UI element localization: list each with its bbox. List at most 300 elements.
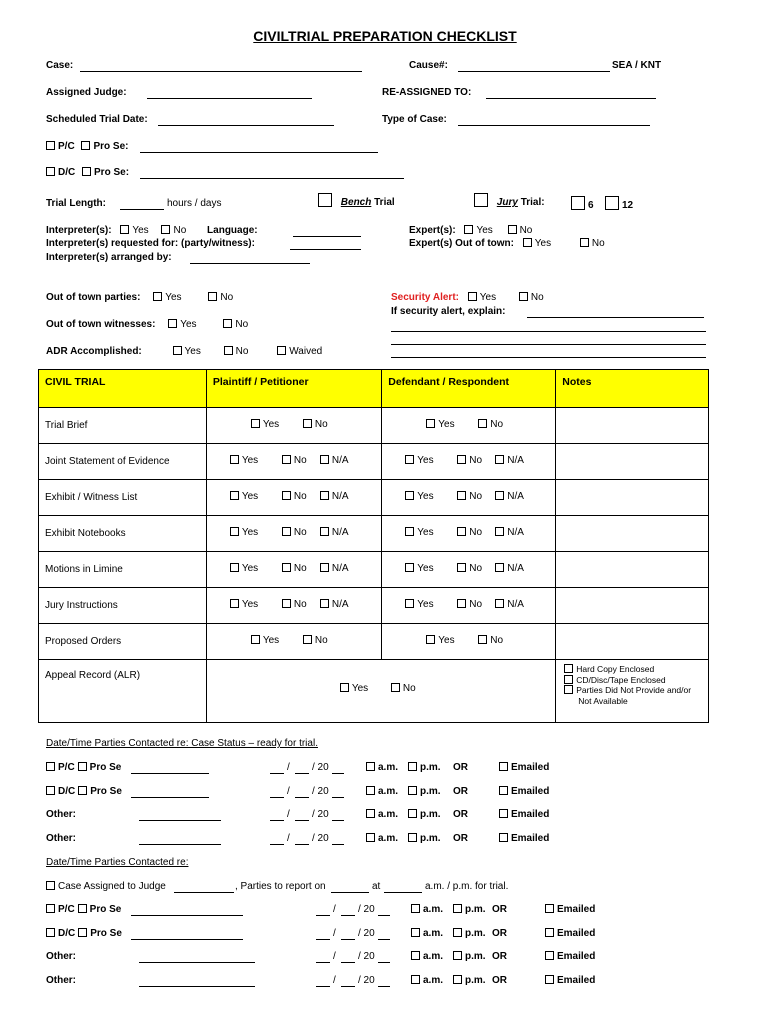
contacts2-other1-year-label: / 20 [358,951,375,962]
case-field[interactable] [80,61,362,72]
defendant-cell [382,516,556,552]
contacts1-other2-name-field[interactable] [139,834,221,845]
contacts1-dc-checkbox[interactable] [46,786,55,795]
if-security-label: If security alert, explain: [391,306,506,317]
contacts2-other2-slash: / [333,974,336,986]
plaintiff-na-checkbox[interactable] [320,527,329,536]
defendant-yes-checkbox[interactable] [405,455,414,464]
adr-yes-checkbox[interactable] [173,346,182,355]
contacts2-pc-pro-se-checkbox[interactable] [78,904,87,913]
defendant-na-checkbox[interactable] [495,455,504,464]
dc-pro-se-label: Pro Se: [94,167,130,178]
notes-cell[interactable] [556,408,709,444]
security-explain-field-2[interactable] [391,321,706,332]
plaintiff-no-label: No [314,635,328,646]
defendant-no-label: No [469,455,483,466]
contacts2-dc-name-field[interactable] [131,929,243,940]
contacts2-dc-am-label: a.m. [423,927,444,939]
defendant-na-option [495,455,524,466]
experts-label: Expert(s): [409,225,456,236]
contacts1-other2-emailed-checkbox[interactable] [499,833,508,842]
plaintiff-no-option [282,455,307,466]
security-explain-field-1[interactable] [527,307,704,318]
interp-arranged-field[interactable] [190,253,310,264]
defendant-yes-checkbox[interactable] [405,563,414,572]
contacts2-dc-emailed-label: Emailed [557,927,596,939]
contacts1-other2-emailed-option [499,833,549,844]
defendant-no-option [457,455,482,466]
contacts1-other1-day-field[interactable] [295,810,309,821]
contacts2-dc-am-checkbox[interactable] [411,928,420,937]
plaintiff-yes-checkbox[interactable] [230,599,239,608]
cause-field[interactable] [458,61,610,72]
contacts2-pc-pm-label: p.m. [465,904,486,915]
contacts2-other1-pm-option [453,951,486,962]
contacts1-other1-name-field[interactable] [139,810,221,821]
row-label: Proposed Orders [39,624,207,660]
case-assigned-judge-field[interactable] [174,882,234,893]
plaintiff-na-option [320,491,349,502]
defendant-na-option [495,563,524,574]
contacts1-other1-pm-option [408,809,441,820]
security-alert-yes-checkbox[interactable] [468,292,477,301]
contacts1-other2-am-checkbox[interactable] [366,833,375,842]
defendant-yes-option [405,455,433,466]
plaintiff-na-label: N/A [331,563,349,574]
plaintiff-na-label: N/A [331,491,349,502]
adr-yes-label: Yes [184,346,201,357]
plaintiff-cell [206,408,381,444]
row-label: Appeal Record (ALR) [39,660,207,723]
language-label: Language: [207,225,258,236]
plaintiff-no-checkbox[interactable] [303,419,312,428]
experts-yes-checkbox[interactable] [464,225,473,234]
contacts1-dc-year-field[interactable] [332,787,344,798]
defendant-no-checkbox[interactable] [478,419,487,428]
contacts1-pc-year-field[interactable] [332,763,344,774]
trial-length-field[interactable] [120,199,164,210]
contacts1-pc-am-option [366,762,398,773]
notes-cell[interactable] [556,588,709,624]
assigned-judge-label: Assigned Judge: [46,87,127,98]
defendant-cell [382,408,556,444]
appeal-no-checkbox[interactable] [391,683,400,692]
defendant-yes-label: Yes [438,419,455,430]
report-time-field[interactable] [384,882,422,893]
appeal-note-cd [564,675,708,686]
experts-out-no-label: No [591,238,605,249]
contacts1-dc-emailed-label: Emailed [511,785,550,797]
appeal-note-hard-copy [564,664,708,675]
contacts1-other2-year-field[interactable] [332,834,344,845]
contacts1-dc-month-field[interactable] [270,787,284,798]
scheduled-trial-date-field[interactable] [158,115,334,126]
defendant-na-checkbox[interactable] [495,491,504,500]
contacts2-dc-pm-checkbox[interactable] [453,928,462,937]
appeal-note-not-available: Not Available [578,695,628,706]
case-assigned-checkbox[interactable] [46,881,55,890]
defendant-yes-option [426,635,454,646]
plaintiff-no-checkbox[interactable] [282,455,291,464]
cd-checkbox[interactable] [564,675,573,684]
contacts1-other2-month-field[interactable] [270,834,284,845]
dc-pro-se-field[interactable] [140,168,404,179]
defendant-cell [382,480,556,516]
out-of-town-witnesses-no-checkbox[interactable] [223,319,232,328]
defendant-yes-checkbox[interactable] [426,635,435,644]
experts-out-no-checkbox[interactable] [580,238,589,247]
contacts2-pc-pm-checkbox[interactable] [453,904,462,913]
contacts1-other2-or-label: OR [453,832,468,844]
defendant-no-checkbox[interactable] [457,491,466,500]
adr-waived-checkbox[interactable] [277,346,286,355]
contacts2-other2-day-field[interactable] [341,976,355,987]
contacts1-other2-day-field[interactable] [295,834,309,845]
plaintiff-yes-checkbox[interactable] [251,635,260,644]
contacts1-dc-pm-option [408,786,441,797]
contacts2-other1-pm-checkbox[interactable] [453,951,462,960]
out-of-town-parties-yes-checkbox[interactable] [153,292,162,301]
contacts2-pc-am-checkbox[interactable] [411,904,420,913]
contacts1-pc-emailed-label: Emailed [511,762,550,773]
appeal-notes-cell [556,660,709,723]
appeal-no-label: No [402,683,416,694]
plaintiff-cell [206,588,381,624]
contacts1-dc-am-checkbox[interactable] [366,786,375,795]
defendant-yes-checkbox[interactable] [405,527,414,536]
appeal-yes-option [340,683,368,694]
defendant-no-option [478,635,503,646]
security-alert-yes-label: Yes [479,292,497,303]
contacts2-other1-day-field[interactable] [341,952,355,963]
not-provided-checkbox[interactable] [564,685,573,694]
notes-cell[interactable] [556,444,709,480]
contacts2-pc-month-field[interactable] [316,905,330,916]
experts-no-checkbox[interactable] [508,225,517,234]
interp-requested-field[interactable] [290,239,361,250]
out-of-town-witnesses-yes-checkbox[interactable] [168,319,177,328]
contacts-heading-1: Date/Time Parties Contacted re: Case Status – ready for trial. [46,738,318,749]
contacts1-other1-month-field[interactable] [270,810,284,821]
defendant-no-label: No [490,635,504,646]
scheduled-trial-date-label: Scheduled Trial Date: [46,114,148,125]
defendant-yes-label: Yes [417,563,434,574]
contacts1-pc-slash: / [287,762,290,773]
jury-six-checkbox[interactable] [571,196,585,210]
contacts-heading-2: Date/Time Parties Contacted re: [46,857,189,868]
contacts2-other1-label: Other: [46,951,76,962]
out-of-town-parties-no-checkbox[interactable] [208,292,217,301]
bench-trial-checkbox[interactable] [318,193,332,207]
contacts2-dc-pro-se-checkbox[interactable] [78,928,87,937]
jury-trial-checkbox[interactable] [474,193,488,207]
defendant-na-checkbox[interactable] [495,527,504,536]
table-row [39,552,709,588]
contacts1-dc-name-field[interactable] [131,787,209,798]
plaintiff-no-option [303,635,328,646]
contacts1-other1-emailed-label: Emailed [511,809,550,820]
plaintiff-no-label: No [293,563,307,574]
defendant-yes-checkbox[interactable] [426,419,435,428]
defendant-yes-label: Yes [417,599,434,610]
defendant-na-label: N/A [507,491,524,502]
security-alert-no-checkbox[interactable] [519,292,528,301]
contacts2-other2-emailed-checkbox[interactable] [545,975,554,984]
type-of-case-field[interactable] [458,115,650,126]
contacts1-pc-or-label: OR [453,762,468,773]
contacts2-pc-emailed-checkbox[interactable] [545,904,554,913]
contacts2-dc-party [46,928,122,939]
header-defendant: Defendant / Respondent [382,370,556,408]
type-of-case-label: Type of Case: [382,114,447,125]
contacts2-other2-name-field[interactable] [139,976,255,987]
contacts1-pc-name-field[interactable] [131,763,209,774]
bench-trial-label: Trial [374,197,395,208]
plaintiff-no-checkbox[interactable] [282,491,291,500]
defendant-yes-option [405,491,433,502]
defendant-na-option [495,491,524,502]
jury-trial-label: Trial: [520,197,545,208]
appeal-note-not-provided [564,685,708,696]
cause-label: Cause#: [409,60,448,71]
contacts1-other2-emailed-label: Emailed [511,832,550,844]
interpreters-no-label: No [173,225,187,236]
plaintiff-yes-checkbox[interactable] [251,419,260,428]
contacts2-other2-emailed-label: Emailed [557,974,596,986]
defendant-yes-label: Yes [417,455,434,466]
experts-out-yes-checkbox[interactable] [523,238,532,247]
contacts1-pc-year-label: / 20 [312,762,329,773]
plaintiff-yes-checkbox[interactable] [230,563,239,572]
interpreters-yes-checkbox[interactable] [120,225,129,234]
contacts1-dc-am-option [366,786,398,797]
contacts1-other1-label: Other: [46,809,76,820]
interpreters-row [46,225,258,236]
contacts1-other1-or-label: OR [453,809,468,820]
security-alert-label: Security Alert: [391,292,459,303]
contacts1-pc-pm-checkbox[interactable] [408,762,417,771]
assigned-judge-field[interactable] [147,88,312,99]
table-row [39,480,709,516]
contacts2-pc-day-field[interactable] [341,905,355,916]
defendant-na-checkbox[interactable] [495,563,504,572]
experts-out-yes-label: Yes [534,238,552,249]
contacts2-other2-am-option [411,975,443,986]
dc-row [46,167,129,178]
plaintiff-yes-option [230,599,258,610]
defendant-no-checkbox[interactable] [457,455,466,464]
row-label: Joint Statement of Evidence [39,444,207,480]
contacts2-other2-pm-checkbox[interactable] [453,975,462,984]
contacts1-pc-am-checkbox[interactable] [366,762,375,771]
contacts1-dc-day-field[interactable] [295,787,309,798]
security-alert-no-label: No [530,292,544,303]
contacts1-pc-emailed-checkbox[interactable] [499,762,508,771]
experts-yes-label: Yes [476,225,493,236]
contacts1-dc-slash: / [287,785,290,797]
contacts2-other1-name-field[interactable] [139,952,255,963]
contacts1-other1-emailed-checkbox[interactable] [499,809,508,818]
plaintiff-no-checkbox[interactable] [282,563,291,572]
plaintiff-yes-label: Yes [262,635,280,646]
defendant-no-checkbox[interactable] [457,527,466,536]
contacts1-other1-pm-checkbox[interactable] [408,809,417,818]
contacts1-pc-pro-se-label: Pro Se [89,762,122,773]
plaintiff-yes-label: Yes [241,563,259,574]
contacts1-dc-emailed-checkbox[interactable] [499,786,508,795]
plaintiff-na-checkbox[interactable] [320,599,329,608]
defendant-no-option [457,563,482,574]
civil-trial-table [38,369,709,723]
plaintiff-no-checkbox[interactable] [303,635,312,644]
defendant-yes-option [405,563,433,574]
contacts2-dc-checkbox[interactable] [46,928,55,937]
contacts2-other2-year-field[interactable] [378,976,390,987]
defendant-no-checkbox[interactable] [457,599,466,608]
contacts2-other1-month-field[interactable] [316,952,330,963]
contacts2-pc-am-label: a.m. [423,904,444,915]
contacts1-other1-year-field[interactable] [332,810,344,821]
contacts2-other1-emailed-label: Emailed [557,951,596,962]
contacts1-dc-emailed-option [499,786,549,797]
plaintiff-yes-checkbox[interactable] [230,527,239,536]
notes-cell[interactable] [556,552,709,588]
security-alert-row [391,292,544,303]
contacts1-pc-pm-label: p.m. [420,762,441,773]
contacts1-pc-pro-se-checkbox[interactable] [78,762,87,771]
contacts2-dc-emailed-checkbox[interactable] [545,928,554,937]
plaintiff-na-checkbox[interactable] [320,455,329,464]
plaintiff-no-label: No [293,455,307,466]
security-explain-field-3[interactable] [391,334,706,345]
plaintiff-no-option [282,527,307,538]
plaintiff-no-label: No [314,419,328,430]
adr-no-checkbox[interactable] [224,346,233,355]
adr-row [46,346,322,357]
contacts2-dc-pm-option [453,928,486,939]
contacts2-other2-month-field[interactable] [316,976,330,987]
contacts2-other1-am-option [411,951,443,962]
dc-pro-se-checkbox[interactable] [82,167,91,176]
contacts2-other1-am-label: a.m. [423,951,444,962]
jury-six-label: 6 [588,200,594,211]
defendant-yes-checkbox[interactable] [405,491,414,500]
contacts1-dc-pro-se-checkbox[interactable] [78,786,87,795]
sea-knt-label: SEA / KNT [612,60,662,71]
contacts2-pc-label: P/C [58,904,75,915]
contacts1-other1-slash: / [287,809,290,820]
appeal-yes-checkbox[interactable] [340,683,349,692]
row-label: Exhibit Notebooks [39,516,207,552]
jury-twelve-checkbox[interactable] [605,196,619,210]
plaintiff-na-option [320,599,349,610]
contacts2-other1-emailed-checkbox[interactable] [545,951,554,960]
contacts2-dc-day-field[interactable] [341,929,355,940]
plaintiff-no-checkbox[interactable] [282,599,291,608]
defendant-no-checkbox[interactable] [478,635,487,644]
plaintiff-na-checkbox[interactable] [320,491,329,500]
out-of-town-parties-yes-label: Yes [165,292,182,303]
security-explain-field-4[interactable] [391,347,706,358]
language-field[interactable] [293,226,361,237]
table-row [39,408,709,444]
dc-checkbox[interactable] [46,167,55,176]
contacts2-pc-name-field[interactable] [131,905,243,916]
plaintiff-no-option [282,563,307,574]
contacts1-other2-pm-label: p.m. [420,832,441,844]
defendant-no-option [457,491,482,502]
contacts2-other2-am-label: a.m. [423,974,444,986]
defendant-no-label: No [469,527,483,538]
pc-pro-se-field[interactable] [140,142,378,153]
interpreters-no-checkbox[interactable] [161,225,170,234]
adr-label: ADR Accomplished: [46,346,142,357]
defendant-na-checkbox[interactable] [495,599,504,608]
contacts1-pc-checkbox[interactable] [46,762,55,771]
plaintiff-no-checkbox[interactable] [282,527,291,536]
contacts2-dc-month-field[interactable] [316,929,330,940]
table-row-appeal [39,660,709,723]
contacts1-other1-am-checkbox[interactable] [366,809,375,818]
contacts1-dc-year-label: / 20 [312,785,329,797]
defendant-yes-checkbox[interactable] [405,599,414,608]
contacts2-other1-am-checkbox[interactable] [411,951,420,960]
notes-cell[interactable] [556,516,709,552]
contacts1-pc-month-field[interactable] [270,763,284,774]
notes-cell[interactable] [556,624,709,660]
plaintiff-yes-checkbox[interactable] [230,455,239,464]
bench-label: Bench [340,197,372,208]
interp-arranged-label: Interpreter(s) arranged by: [46,252,172,263]
contacts1-pc-day-field[interactable] [295,763,309,774]
contacts2-other1-slash: / [333,951,336,962]
plaintiff-cell [206,552,381,588]
plaintiff-no-option [282,599,307,610]
defendant-cell [382,444,556,480]
plaintiff-na-checkbox[interactable] [320,563,329,572]
contacts2-other2-pm-label: p.m. [465,974,486,986]
contacts1-pc-party [46,762,121,773]
appeal-yes-label: Yes [351,683,369,694]
pc-pro-se-checkbox[interactable] [81,141,90,150]
plaintiff-yes-checkbox[interactable] [230,491,239,500]
contacts2-dc-year-field[interactable] [378,929,390,940]
pc-checkbox[interactable] [46,141,55,150]
contacts2-other1-year-field[interactable] [378,952,390,963]
defendant-cell [382,588,556,624]
contacts2-pc-year-field[interactable] [378,905,390,916]
contacts1-other2-year-label: / 20 [312,832,329,844]
contacts2-pc-checkbox[interactable] [46,904,55,913]
notes-cell[interactable] [556,480,709,516]
contacts1-pc-label: P/C [58,762,75,773]
report-date-field[interactable] [331,882,369,893]
reassigned-field[interactable] [486,88,656,99]
plaintiff-cell [206,444,381,480]
hard-copy-checkbox[interactable] [564,664,573,673]
defendant-no-checkbox[interactable] [457,563,466,572]
contacts2-other2-am-checkbox[interactable] [411,975,420,984]
dc-label: D/C [58,167,76,178]
plaintiff-cell [206,624,381,660]
contacts1-other2-pm-checkbox[interactable] [408,833,417,842]
contacts1-other2-slash: / [287,832,290,844]
contacts1-other2-pm-option [408,833,441,844]
contacts1-dc-pm-checkbox[interactable] [408,786,417,795]
table-row [39,588,709,624]
out-of-town-parties-label: Out of town parties: [46,292,141,303]
defendant-na-option [495,527,524,538]
